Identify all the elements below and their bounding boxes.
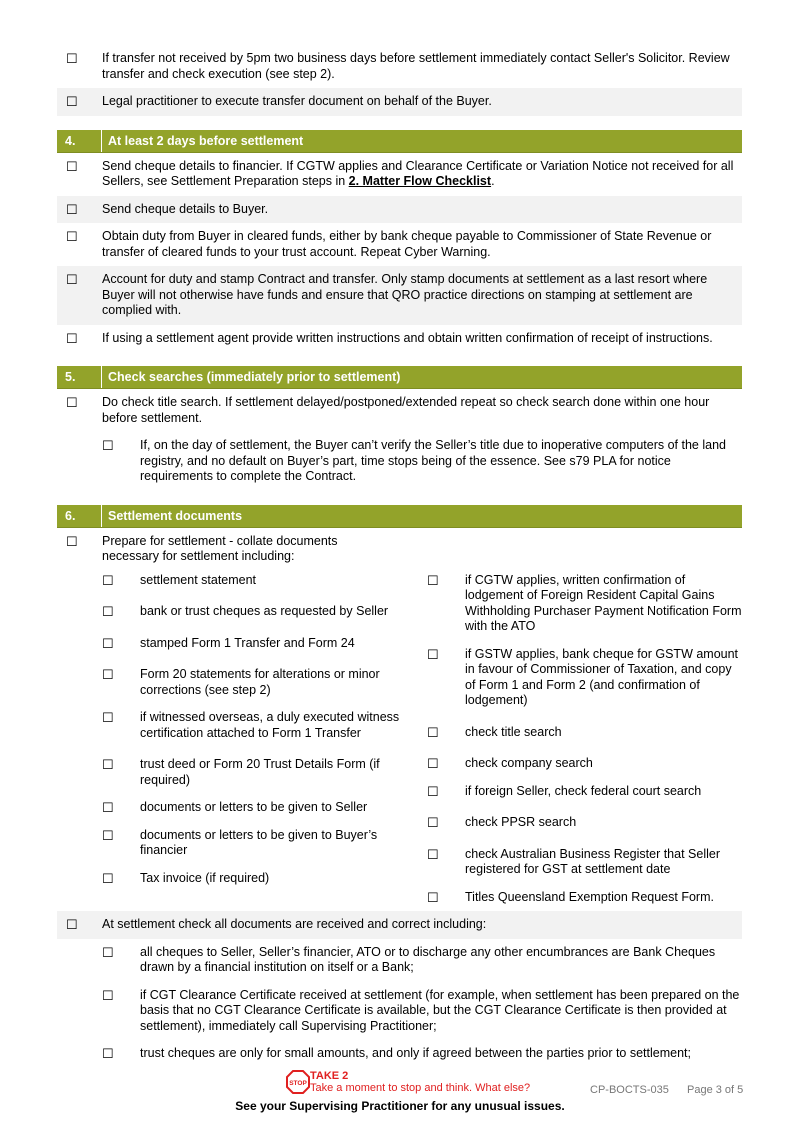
checklist-item (57, 223, 742, 266)
item-text: documents or letters to be given to Seller (140, 800, 368, 814)
item-text: Send cheque details to financier. If CGTW applies and Clearance Certificate or Variation Notice not received for all Sellers, see Settlement Preparation steps in 2. Matter Flow Checklist. (102, 158, 734, 188)
section-number: 4. (57, 130, 102, 152)
checkbox-icon[interactable]: ☐ (102, 987, 114, 1003)
documents-right-column (427, 567, 742, 912)
checkbox-icon[interactable]: ☐ (427, 889, 439, 905)
checkbox-icon[interactable]: ☐ (427, 572, 439, 588)
checkbox-icon[interactable]: ☐ (66, 201, 78, 217)
checkbox-icon[interactable]: ☐ (102, 870, 114, 886)
sub-item (102, 794, 427, 822)
sub-item (427, 809, 742, 837)
matter-flow-checklist-link[interactable]: 2. Matter Flow Checklist (348, 174, 492, 188)
take2-title: TAKE 2 (310, 1070, 349, 1082)
section-title: Settlement documents (108, 508, 243, 523)
checklist-item (57, 325, 742, 353)
checklist-content (57, 45, 742, 1068)
sub-item (427, 567, 742, 641)
item-text: if witnessed overseas, a duly executed witness certification attached to Form 1 Transfer (140, 710, 400, 740)
checkbox-icon[interactable]: ☐ (102, 800, 114, 815)
sub-item (102, 598, 427, 626)
item-text: settlement statement (140, 572, 257, 587)
checkbox-icon[interactable]: ☐ (427, 815, 439, 830)
checkbox-icon[interactable]: ☐ (102, 710, 114, 725)
item-text: If using a settlement agent provide written instructions and obtain written confirmation of receipt of instructions. (102, 330, 713, 345)
checkbox-icon[interactable]: ☐ (102, 604, 114, 619)
checkbox-icon[interactable]: ☐ (427, 846, 439, 862)
item-text: Do check title search. If settlement delayed/postponed/extended repeat so check search done within one hour before settlement. (102, 395, 710, 425)
item-text: trust cheques are only for small amounts, and only if agreed between the parties prior to settlement; (140, 1046, 691, 1060)
sub-item (57, 432, 742, 491)
checklist-item (57, 911, 742, 939)
checkbox-icon[interactable]: ☐ (102, 944, 114, 960)
item-text: bank or trust cheques as requested by Seller (140, 604, 389, 618)
checkbox-icon[interactable]: ☐ (66, 51, 78, 66)
sub-item (102, 865, 427, 893)
documents-left-column (102, 567, 427, 912)
take2-subtitle: Take a moment to stop and think. What else? (310, 1082, 531, 1094)
item-text: if GSTW applies, bank cheque for GSTW amount in favour of Commissioner of Taxation, and copy of Form 1 and Form 2 (and confirmation of lodgement) (465, 646, 739, 707)
item-text: check company search (465, 756, 593, 770)
checkbox-icon[interactable]: ☐ (427, 783, 439, 799)
item-text: Send cheque details to Buyer. (102, 201, 269, 216)
sub-item (427, 719, 742, 747)
checkbox-icon[interactable]: ☐ (102, 667, 114, 682)
checkbox-icon[interactable]: ☐ (66, 533, 78, 549)
document-code: CP-BOCTS-035 (590, 1084, 669, 1096)
checkbox-icon[interactable]: ☐ (66, 917, 78, 932)
sub-item (102, 822, 427, 865)
sub-item (102, 751, 427, 794)
sub-item (102, 630, 427, 658)
stop-sign-icon (286, 1070, 310, 1094)
sub-item (427, 884, 742, 912)
checklist-item (57, 88, 742, 116)
checklist-item (57, 528, 742, 567)
item-text: If transfer not received by 5pm two business days before settlement immediately contact Seller's Solicitor. Review transfer and check execution (see step 2). (102, 51, 730, 81)
item-text: if CGTW applies, written confirmation of lodgement of Foreign Resident Capital Gains Withholding Purchaser Payment Notification Form with the ATO (465, 572, 742, 633)
item-text: stamped Form 1 Transfer and Form 24 (140, 635, 355, 650)
sub-item (427, 641, 742, 715)
checkbox-icon[interactable]: ☐ (102, 757, 114, 772)
checklist-item (57, 389, 742, 432)
item-text: trust deed or Form 20 Trust Details Form (if required) (140, 757, 380, 787)
checkbox-icon[interactable]: ☐ (66, 272, 78, 287)
item-text: Prepare for settlement - collate documents necessary for settlement including: (102, 533, 338, 563)
item-text: Tax invoice (if required) (140, 870, 270, 885)
sub-item (57, 1040, 742, 1068)
checkbox-icon[interactable]: ☐ (102, 1046, 114, 1061)
sub-item (427, 778, 742, 806)
take2-notice (286, 1070, 530, 1094)
sub-item (102, 661, 427, 704)
item-text: Titles Queensland Exemption Request Form. (465, 889, 714, 904)
checkbox-icon[interactable]: ☐ (66, 158, 78, 174)
checkbox-icon[interactable]: ☐ (66, 229, 78, 244)
item-text: If, on the day of settlement, the Buyer can’t verify the Seller’s title due to inoperative computers of the land registry, and no default on Buyer’s part, time stops being of the essence. See s79 PLA for notice requirements to complete the Contract. (140, 438, 726, 483)
checklist-item (57, 196, 742, 224)
item-text: Account for duty and stamp Contract and transfer. Only stamp documents at settlement as a last resort where Buyer will not otherwise have funds and ensure that QRO practice directions on stamping at settlement are complied with. (102, 272, 708, 317)
sub-item (427, 750, 742, 778)
documents-columns (57, 567, 742, 912)
checkbox-icon[interactable]: ☐ (66, 330, 78, 346)
sub-item (57, 982, 742, 1041)
section-title: At least 2 days before settlement (108, 133, 304, 148)
item-text: if foreign Seller, check federal court search (465, 783, 702, 798)
item-text: if CGT Clearance Certificate received at settlement (for example, when settlement has been prepared on the basis that no CGT Clearance Certificate is available, but the CGT Clearance Certificate is then provided at settlement), immediately call Supervising Practitioner; (140, 987, 740, 1033)
sub-item (427, 841, 742, 884)
checkbox-icon[interactable]: ☐ (102, 572, 114, 588)
item-text: check Australian Business Register that Seller registered for GST at settlement date (465, 846, 720, 876)
item-text: At settlement check all documents are received and correct including: (102, 917, 487, 931)
checkbox-icon[interactable]: ☐ (102, 438, 114, 453)
checklist-item (57, 45, 742, 88)
item-text: documents or letters to be given to Buyer’s financier (140, 827, 378, 857)
item-text: Obtain duty from Buyer in cleared funds, either by bank cheque payable to Commissioner of State Revenue or transfer of cleared funds to your trust account. Repeat Cyber Warning. (102, 229, 712, 259)
checkbox-icon[interactable]: ☐ (427, 646, 439, 662)
settlement-check-items (57, 939, 742, 1068)
checkbox-icon[interactable]: ☐ (427, 724, 439, 740)
page-number: Page 3 of 5 (687, 1084, 744, 1096)
item-text: check PPSR search (465, 815, 577, 829)
item-text: check title search (465, 724, 562, 739)
checkbox-icon[interactable]: ☐ (102, 635, 114, 651)
stop-sign-text: STOP (289, 1080, 307, 1087)
checkbox-icon[interactable]: ☐ (66, 395, 78, 410)
section-title: Check searches (immediately prior to settlement) (108, 370, 401, 384)
sub-item (102, 567, 427, 595)
item-text: all cheques to Seller, Seller’s financier, ATO or to discharge any other encumbrances are Bank Cheques drawn by a financial institution on itself or a Bank; (140, 944, 716, 974)
section-header-5 (57, 366, 742, 389)
section-header-6 (57, 505, 742, 528)
checkbox-icon[interactable]: ☐ (102, 827, 114, 843)
section-number: 6. (57, 505, 102, 527)
section-number: 5. (57, 366, 102, 388)
checklist-item (57, 266, 742, 325)
section-header-4 (57, 130, 742, 153)
checkbox-icon[interactable]: ☐ (66, 94, 78, 109)
checklist-item (57, 153, 742, 196)
supervisor-note: See your Supervising Practitioner for any unusual issues. (235, 1099, 565, 1113)
item-text: Form 20 statements for alterations or minor corrections (see step 2) (140, 667, 380, 697)
checkbox-icon[interactable]: ☐ (427, 756, 439, 771)
sub-item (102, 704, 427, 747)
item-text: Legal practitioner to execute transfer document on behalf of the Buyer. (102, 94, 492, 108)
sub-item (57, 939, 742, 982)
